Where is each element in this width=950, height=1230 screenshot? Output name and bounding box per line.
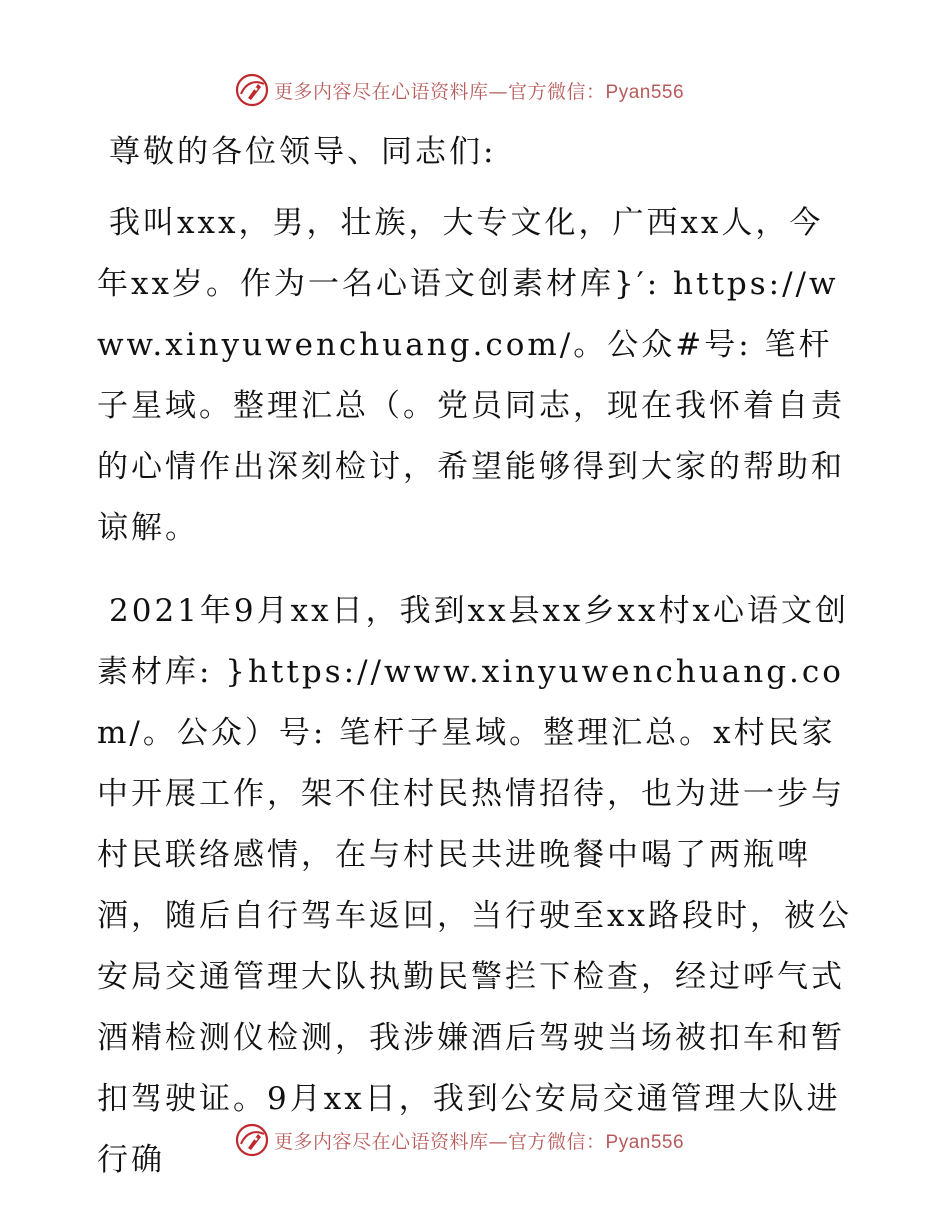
document-body: [97, 122, 857, 1213]
header-banner-text: 更多内容尽在心语资料库—官方微信：Pyan556: [274, 80, 685, 103]
greeting: 尊敬的各位领导、同志们:: [109, 134, 497, 170]
footer-wechat-id: Pyan556: [605, 1131, 685, 1153]
footer-banner: [234, 1120, 714, 1160]
pen-nib-logo-icon: [234, 72, 270, 108]
paragraph-2: 2021年9月xx日，我到xx县xx乡xx村x心语文创素材库: }https://www.xinyuwenchuang.com/。公众）号: 笔杆子星域。整理汇总。x村民家中开展工作，架不住村民热情招待，也为进一步与村民联络感情，在与村民共进晚餐中喝了两瓶啤酒，随后自行驾车返回，当行驶至xx路段时，被公安局交通管理大队执勤民警拦下检查，经过呼气式酒精检测仪检测，我涉嫌酒后驾驶当场被扣车和暂扣驾驶证。9月xx日，我到公安局交通管理大队进行确: [97, 593, 852, 1178]
header-banner: [234, 70, 714, 110]
header-wechat-id: Pyan556: [605, 81, 685, 103]
paragraph-1: 我叫xxx，男，壮族，大专文化，广西xx人，今年xx岁。作为一名心语文创素材库}′: https://www.xinyuwenchuang.com/。公众#号: 笔杆子星域。整理汇总（。党员同志，现在我怀着自责的心情作出深刻检讨，希望能够得到大家的帮助和谅解。: [97, 205, 845, 546]
pen-nib-logo-icon: [234, 1122, 270, 1158]
footer-banner-text: 更多内容尽在心语资料库—官方微信：Pyan556: [274, 1130, 685, 1153]
